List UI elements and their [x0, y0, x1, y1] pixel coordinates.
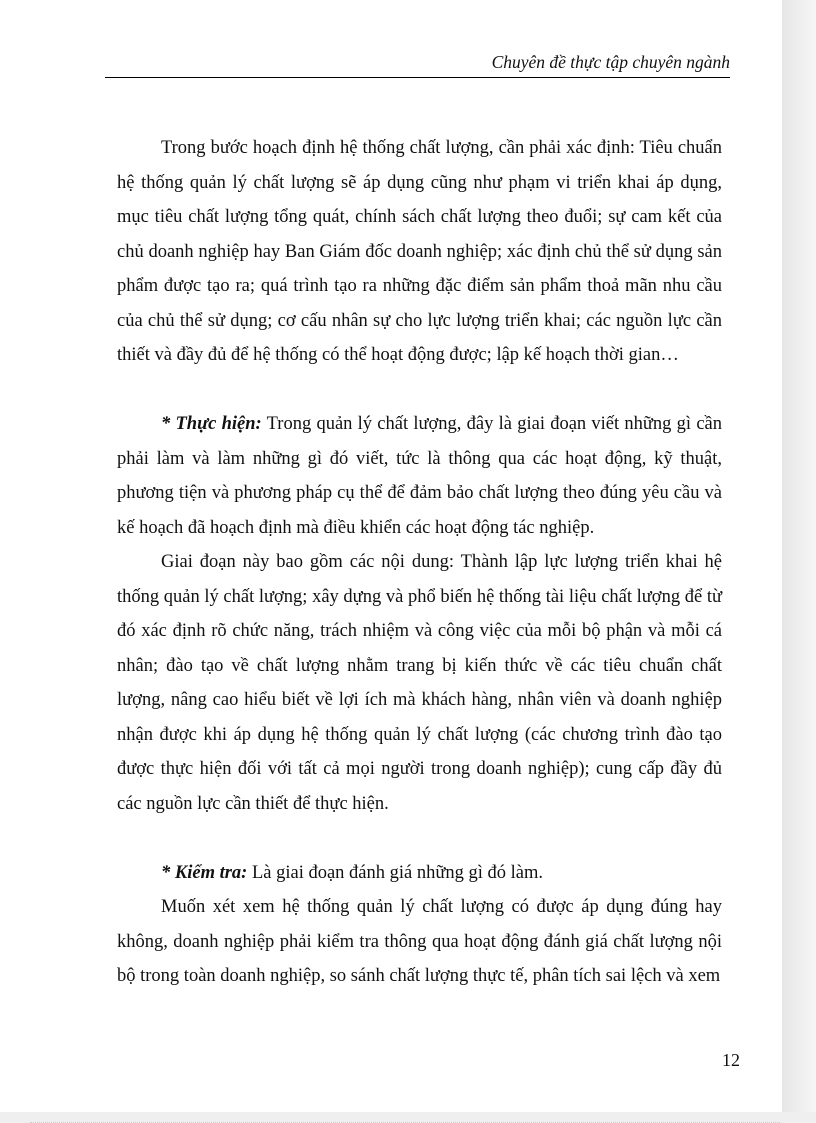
paragraph-check-content: Muốn xét xem hệ thống quản lý chất lượng có được áp dụng đúng hay không, doanh nghiệp phải kiểm tra thông qua hoạt động đánh giá chất lượng nội bộ trong toàn doanh nghiệp, so sánh chất lượng thực tế, phân tích sai lệch và xem: [117, 897, 722, 986]
check-text: Là giai đoạn đánh giá những gì đó làm.: [247, 862, 544, 883]
paragraph-check: [117, 856, 722, 891]
implementation-text: Trong quản lý chất lượng, đây là giai đoạn viết những gì cần phải làm và làm những gì đó viết, tức là thông qua các hoạt động, kỹ thuật, phương tiện và phương pháp cụ thể để đảm bảo chất lượng theo đúng yêu cầu và kế hoạch đã hoạch định mà điều khiển các hoạt động tác nghiệp.: [117, 414, 722, 538]
header-rule: [105, 77, 730, 78]
check-label: * Kiểm tra:: [161, 862, 248, 883]
page-shadow-right: [782, 0, 816, 1123]
paragraph-implementation: [117, 407, 722, 545]
paragraph-planning: Trong bước hoạch định hệ thống chất lượng, cần phải xác định: Tiêu chuẩn hệ thống quản lý chất lượng sẽ áp dụng cũng như phạm vi triển khai áp dụng, mục tiêu chất lượng tổng quát, chính sách chất lượng theo đuổi; sự cam kết của chủ doanh nghiệp hay Ban Giám đốc doanh nghiệp; xác định chủ thể sử dụng sản phẩm được tạo ra; quá trình tạo ra những đặc điểm sản phẩm thoả mãn nhu cầu của chủ thể sử dụng; cơ cấu nhân sự cho lực lượng triển khai; các nguồn lực cần thiết và đầy đủ để hệ thống có thể hoạt động được; lập kế hoạch thời gian…: [117, 138, 722, 365]
running-header: Chuyên đề thực tập chuyên ngành: [491, 52, 730, 72]
body-text: [117, 131, 722, 994]
implementation-label: * Thực hiện:: [161, 414, 262, 434]
page-number: 12: [722, 1050, 740, 1070]
paragraph-implementation-content: Giai đoạn này bao gồm các nội dung: Thành lập lực lượng triển khai hệ thống quản lý chất lượng; xây dựng và phổ biến hệ thống tài liệu chất lượng để từ đó xác định rõ chức năng, trách nhiệm và công việc của mỗi bộ phận và mỗi cá nhân; đào tạo về chất lượng nhằm trang bị kiến thức về các tiêu chuẩn chất lượng, nâng cao hiểu biết về lợi ích mà khách hàng, nhân viên và doanh nghiệp nhận được khi áp dụng hệ thống quản lý chất lượng (các chương trình đào tạo được thực hiện đối với tất cả mọi người trong doanh nghiệp); cung cấp đầy đủ các nguồn lực cần thiết để thực hiện.: [117, 552, 722, 814]
